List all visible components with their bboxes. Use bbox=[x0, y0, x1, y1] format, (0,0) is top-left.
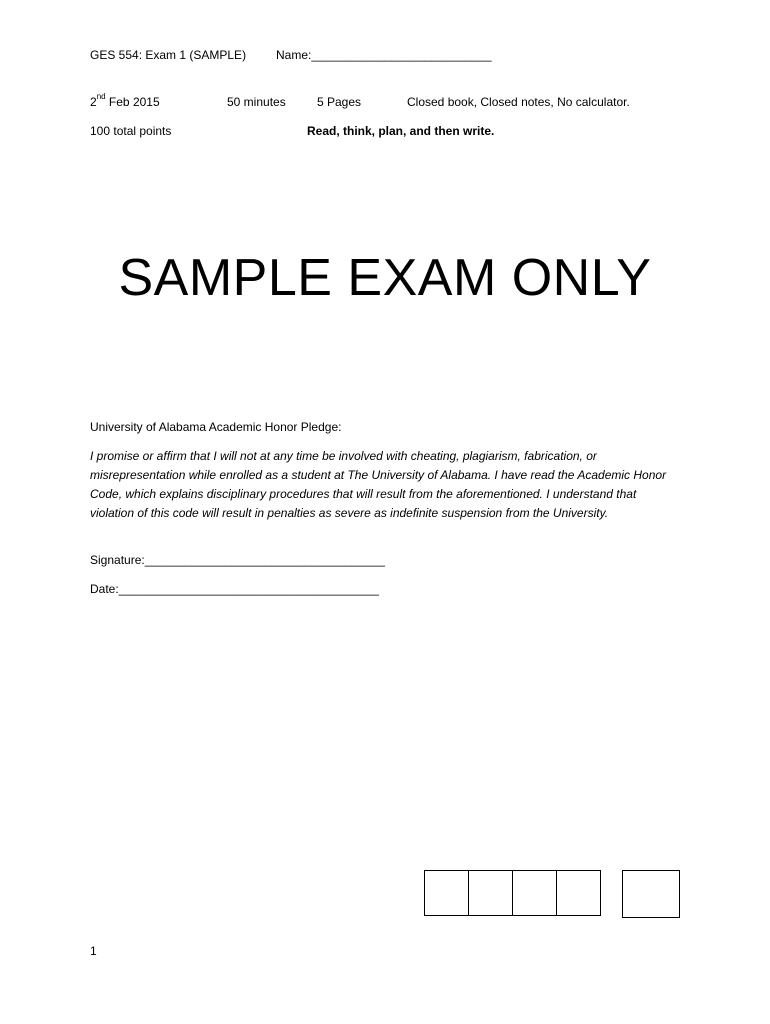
exam-duration: 50 minutes bbox=[227, 95, 286, 109]
exam-rules: Closed book, Closed notes, No calculator. bbox=[407, 95, 630, 109]
score-box bbox=[424, 870, 469, 916]
page-count: 5 Pages bbox=[317, 95, 362, 109]
name-line: Name:___________________________ bbox=[276, 48, 492, 62]
date-line: Date:_______________________________________ bbox=[90, 582, 379, 596]
score-box bbox=[512, 870, 557, 916]
total-score-box bbox=[622, 870, 680, 918]
score-boxes bbox=[424, 870, 601, 916]
honor-pledge-title: University of Alabama Academic Honor Pledge: bbox=[90, 420, 342, 434]
exam-instruction: Read, think, plan, and then write. bbox=[307, 124, 495, 138]
score-box bbox=[556, 870, 601, 916]
score-box bbox=[468, 870, 513, 916]
exam-date bbox=[90, 92, 160, 109]
signature-line: Signature:____________________________________ bbox=[90, 553, 385, 567]
page-number: 1 bbox=[90, 944, 97, 958]
honor-pledge-text: I promise or affirm that I will not at any time be involved with cheating, plagiarism, fabrication, or misrepresentation while enrolled as a student at The University of Alabama. I have read the Academic Honor Code, which explains disciplinary procedures that will result from the aforementioned. I understand that violation of this code will result in penalties as severe as indefinite suspension from the University. bbox=[90, 449, 667, 520]
total-points: 100 total points bbox=[90, 124, 172, 138]
exam-date-rest: Feb 2015 bbox=[105, 95, 160, 109]
exam-date-suffix: nd bbox=[96, 92, 106, 101]
course-title: GES 554: Exam 1 (SAMPLE) bbox=[90, 48, 247, 62]
sample-heading: SAMPLE EXAM ONLY bbox=[118, 249, 652, 307]
exam-date-day: 2 bbox=[90, 95, 97, 109]
